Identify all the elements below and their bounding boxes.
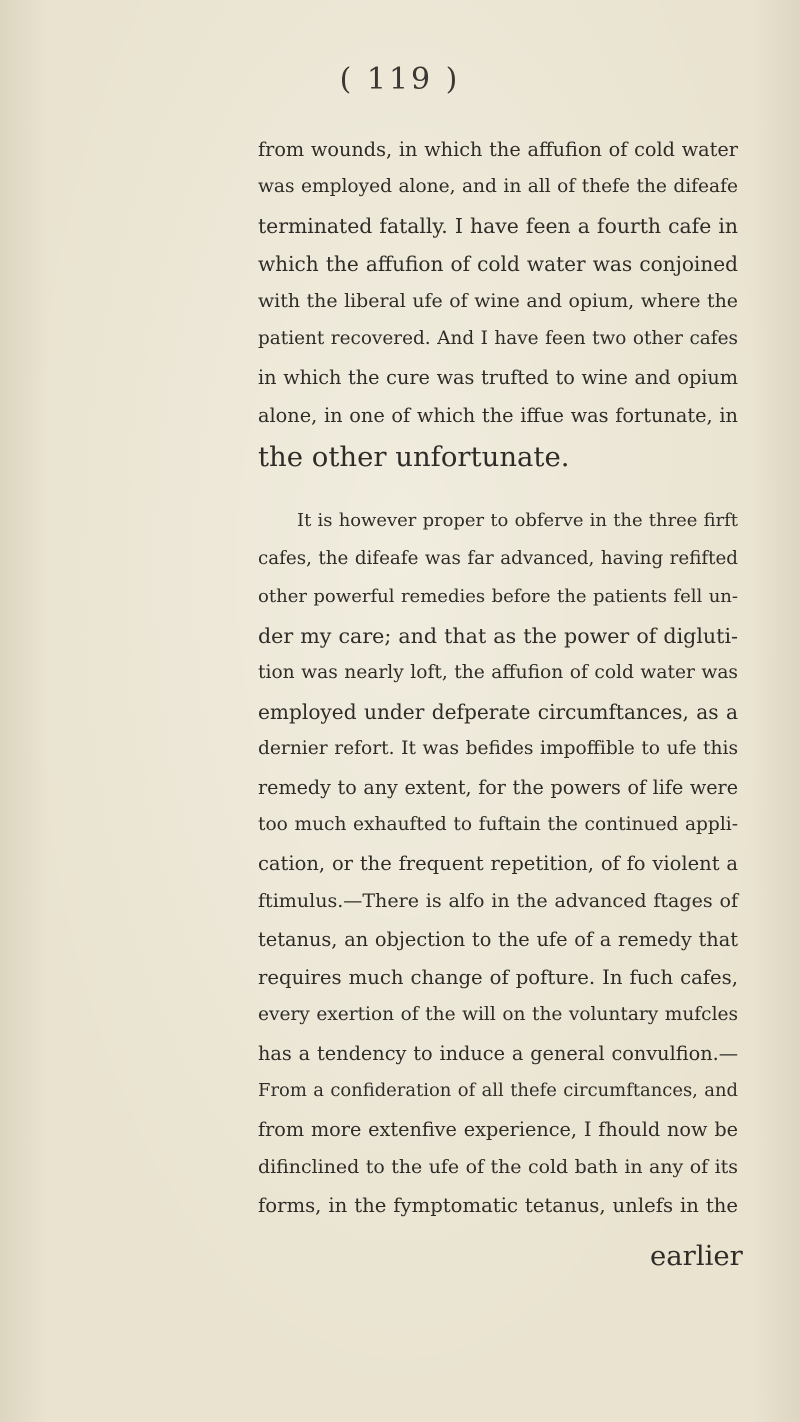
text-line: employed under defperate circumftances, as a [258,700,738,724]
text-line: difinclined to the ufe of the cold bath in any of its [258,1156,738,1178]
text-line: der my care; and that as the power of digluti- [258,624,738,648]
text-line: was employed alone, and in all of thefe the difeafe [258,176,738,197]
text-line: ftimulus.—There is alfo in the advanced ftages of [258,890,738,912]
text-line: tion was nearly loft, the affufion of cold water was [258,662,738,683]
text-line: patient recovered. And I have feen two other cafes [258,328,738,349]
text-line: in which the cure was trufted to wine and opium [258,366,738,389]
text-line: remedy to any extent, for the powers of life were [258,776,738,799]
text-line: forms, in the fymptomatic tetanus, unlefs in the [258,1194,738,1217]
text-line: tetanus, an objection to the ufe of a remedy that [258,928,738,951]
text-line: which the affufion of cold water was conjoined [258,252,738,276]
text-line: alone, in one of which the iffue was fortunate, in [258,404,738,427]
text-line: It is however proper to obferve in the three firft [297,510,738,531]
text-line: From a confideration of all thefe circumftances, and [258,1080,738,1101]
text-line: every exertion of the will on the voluntary mufcles [258,1004,738,1025]
text-line: dernier refort. It was befides impoffible to ufe this [258,738,738,759]
text-line: has a tendency to induce a general convulfion.— [258,1042,738,1065]
text-line: cation, or the frequent repetition, of fo violent a [258,852,738,875]
text-line: requires much change of pofture. In fuch cafes, [258,966,738,989]
text-line: from wounds, in which the affufion of cold water [258,138,738,161]
text-line: too much exhaufted to fuftain the continued appli- [258,814,738,835]
text-line: other powerful remedies before the patients fell un- [258,586,738,607]
text-line: from more extenfive experience, I fhould now be [258,1118,738,1141]
text-line: cafes, the difeafe was far advanced, having refifted [258,548,738,569]
text-line: the other unfortunate. [258,441,570,473]
page-number: ( 119 ) [339,62,461,97]
text-line: with the liberal ufe of wine and opium, where the [258,290,738,312]
text-line: terminated fatally. I have feen a fourth cafe in [258,214,738,238]
catchword: earlier [650,1240,743,1272]
